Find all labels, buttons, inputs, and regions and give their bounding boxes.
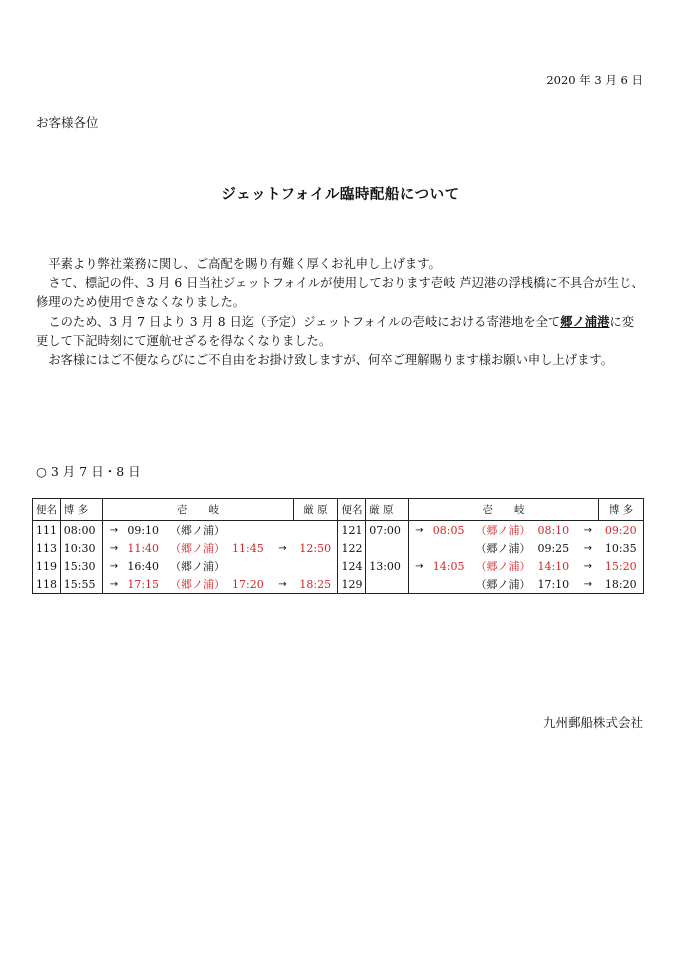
timetable-row	[33, 575, 644, 594]
iki-port-name: （郷ノ浦）	[170, 524, 226, 537]
header-flight-right: 便名	[338, 499, 366, 521]
header-via-left: 壱 岐	[103, 499, 293, 521]
iki-arrival-time	[430, 539, 473, 557]
timetable-row	[33, 521, 644, 540]
schedule-date-heading: ○ 3 月 7 日・8 日	[36, 464, 141, 479]
arrow-icon: →	[103, 557, 124, 575]
paragraph-greeting-text: 平素より弊社業務に関し、ご高配を賜り有難く厚くお礼申し上げます。	[48, 257, 441, 271]
timetable-row	[33, 557, 644, 575]
arrow-icon: →	[577, 575, 598, 594]
departure-time	[366, 539, 409, 557]
destination-arrival-time: 18:25	[293, 575, 338, 594]
arrow-icon	[408, 575, 429, 594]
document-date: 2020 年 3 月 6 日	[546, 73, 643, 87]
iki-arrival-time: 14:05	[432, 559, 465, 573]
iki-arrival-time: 17:15	[124, 575, 167, 594]
destination-arrival-time	[293, 521, 338, 540]
header-flight-left: 便名	[33, 499, 61, 521]
destination-arrival-time	[293, 557, 338, 575]
header-to-right: 博 多	[599, 499, 644, 521]
iki-arrival-time: 16:40	[127, 559, 160, 573]
departure-time: 10:30	[60, 539, 103, 557]
alternate-port-emphasis: 郷ノ浦港	[560, 314, 610, 329]
departure-time: 13:00	[366, 557, 409, 575]
iki-arrival-time: 08:05	[432, 523, 465, 537]
paragraph-greeting	[36, 255, 646, 274]
iki-port-name: （郷ノ浦）	[170, 542, 226, 555]
timetable-header-row	[33, 499, 644, 521]
arrow-icon	[408, 539, 429, 557]
iki-departure-time: 08:10	[537, 523, 570, 537]
company-name: 九州郵船株式会社	[542, 715, 643, 730]
arrow-icon: →	[103, 539, 124, 557]
arrow-icon: →	[103, 575, 124, 594]
flight-number: 124	[338, 557, 366, 575]
arrow-icon: →	[103, 521, 124, 540]
iki-port-name: （郷ノ浦）	[475, 560, 531, 573]
paragraph-cause-text: さて、標記の件、3 月 6 日当社ジェットフォイルが使用しております壱岐 芦辺港の浮桟橋に不具合が生じ、修理のため使用できなくなりました。	[36, 276, 644, 309]
notice-title: ジェットフォイル臨時配船について	[221, 186, 460, 203]
iki-arrival-time	[430, 575, 473, 594]
flight-number: 122	[338, 539, 366, 557]
paragraph-change-text-end: に変更して下記時刻にて運航せざるを得なくなりました。	[36, 315, 635, 348]
paragraph-cause	[36, 274, 646, 312]
arrow-icon: →	[272, 575, 293, 594]
iki-port-name: （郷ノ浦）	[475, 524, 531, 537]
addressee: お客様各位	[36, 115, 99, 130]
departure-time: 07:00	[366, 521, 409, 540]
flight-number: 119	[33, 557, 61, 575]
iki-arrival-time: 11:40	[127, 541, 160, 555]
paragraph-change-text: このため、3 月 7 日より 3 月 8 日迄（予定）ジェットフォイルの壱岐における寄港地を全て	[48, 315, 561, 329]
flight-number: 129	[338, 575, 366, 594]
iki-departure-time: 09:25	[537, 541, 570, 555]
iki-port-name: （郷ノ浦）	[475, 542, 531, 555]
arrow-icon: →	[408, 557, 429, 575]
iki-port-name: （郷ノ浦）	[167, 575, 229, 594]
iki-departure-time	[229, 557, 272, 575]
paragraph-apology-text: お客様にはご不便ならびにご不自由をお掛け致しますが、何卒ご理解賜ります様お願い申し上げます。	[48, 353, 613, 367]
flight-number: 121	[338, 521, 366, 540]
iki-departure-time	[229, 521, 272, 540]
flight-number: 113	[33, 539, 61, 557]
departure-time: 15:55	[60, 575, 103, 594]
arrow-icon: →	[408, 521, 429, 540]
timetable-row	[33, 539, 644, 557]
iki-arrival-time: 09:10	[127, 523, 160, 537]
paragraph-change	[36, 312, 646, 351]
iki-departure-time: 11:45	[232, 541, 264, 555]
header-to-left: 厳 原	[293, 499, 338, 521]
arrow-icon: →	[583, 542, 593, 554]
header-from-right: 厳 原	[366, 499, 409, 521]
arrow-icon: →	[583, 524, 593, 536]
arrow-icon	[272, 557, 293, 575]
paragraph-apology	[36, 351, 646, 370]
destination-arrival-time: 12:50	[299, 541, 332, 555]
iki-departure-time: 14:10	[537, 559, 570, 573]
arrow-icon: →	[583, 560, 593, 572]
iki-port-name: （郷ノ浦）	[473, 575, 535, 594]
destination-arrival-time: 10:35	[599, 539, 644, 557]
iki-departure-time: 17:10	[534, 575, 577, 594]
arrow-icon: →	[278, 542, 287, 554]
departure-time	[366, 575, 409, 594]
destination-arrival-time: 09:20	[599, 521, 644, 540]
header-via-right: 壱 岐	[408, 499, 598, 521]
timetable	[32, 498, 644, 594]
destination-arrival-time: 15:20	[599, 557, 644, 575]
header-from-left: 博 多	[60, 499, 103, 521]
iki-departure-time: 17:20	[229, 575, 272, 594]
departure-time: 08:00	[60, 521, 103, 540]
notice-body	[36, 255, 646, 370]
departure-time: 15:30	[60, 557, 103, 575]
flight-number: 111	[33, 521, 61, 540]
arrow-icon	[272, 521, 293, 540]
iki-port-name: （郷ノ浦）	[170, 560, 226, 573]
flight-number: 118	[33, 575, 61, 594]
destination-arrival-time: 18:20	[599, 575, 644, 594]
